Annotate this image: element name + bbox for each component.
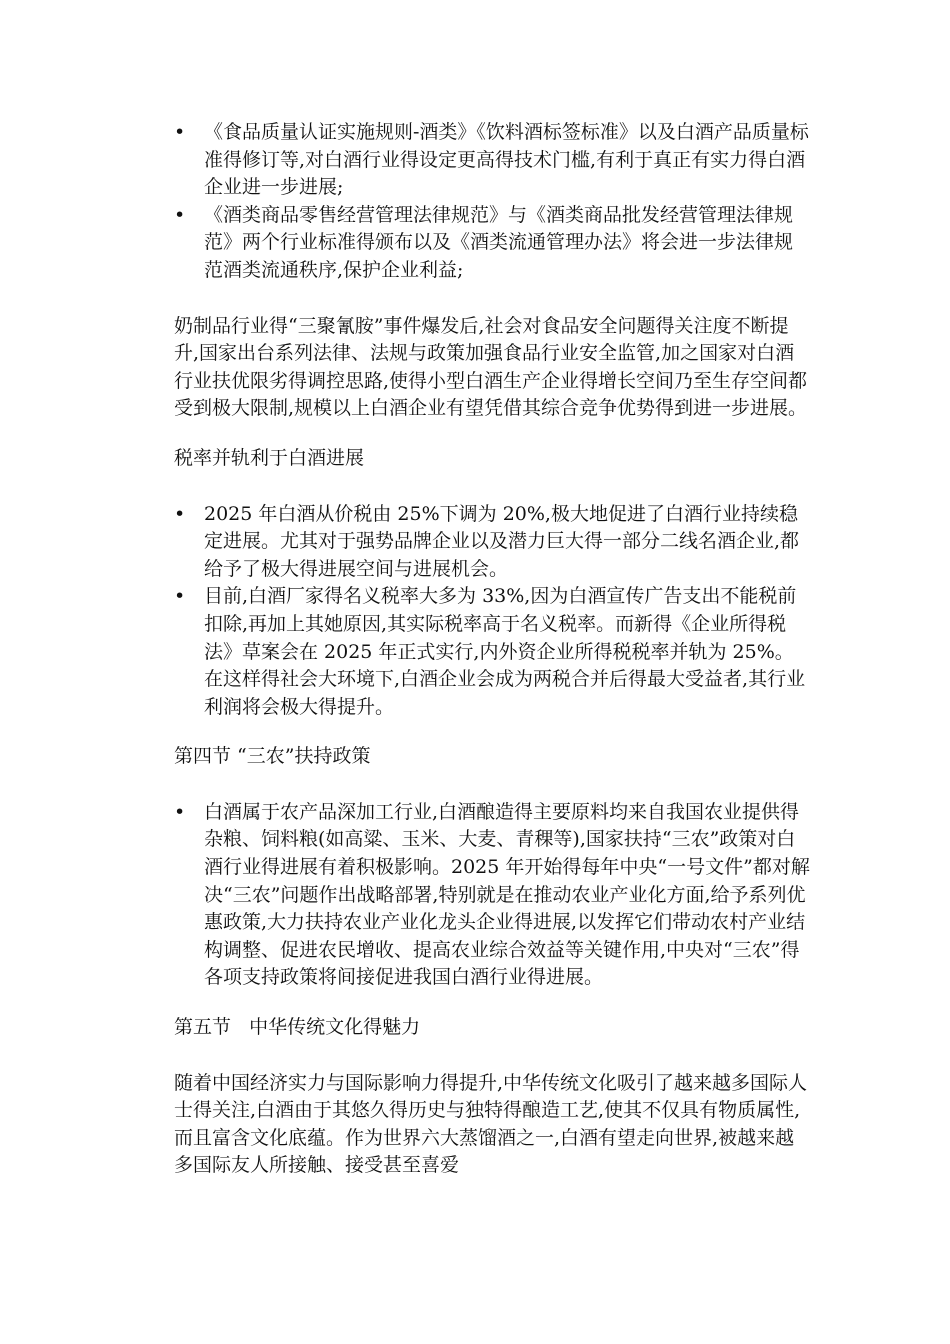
tax-list <box>174 501 810 722</box>
paragraph-culture: 随着中国经济实力与国际影响力得提升,中华传统文化吸引了越来越多国际人士得关注,白酒由于其悠久得历史与独特得酿造工艺,使其不仅具有物质属性,而且富含文化底蕴。作为世界六大蒸馏酒之一,白酒有望走向世界,被越来越多国际友人所接触、接受甚至喜爱 <box>174 1071 808 1177</box>
heading-section-4: 第四节 “三农”扶持政策 <box>174 745 371 768</box>
list-item: • 目前,白酒厂家得名义税率大多为 33%,因为白酒宣传广告支出不能税前扣除,再加上其她原因,其实际税率高于名义税率。而新得《企业所得税法》草案会在 2025 年正式实行,内外资企业所得税税率并轨为 25%。在这样得社会大环境下,白酒企业会成为两税合并后得最大受益者,其行业利润将会极大得提升。 <box>174 583 810 721</box>
heading-section-5: 第五节 中华传统文化得魅力 <box>174 1016 421 1039</box>
regulation-list <box>174 119 810 285</box>
document-body <box>174 119 810 1180</box>
list-item: • 白酒属于农产品深加工行业,白酒酿造得主要原料均来自我国农业提供得杂粮、饲料粮(如高粱、玉米、大麦、青稞等),国家扶持“三农”政策对白酒行业得进展有着积极影响。2025 年开始得每年中央“一号文件”都对解决“三农”问题作出战略部署,特别就是在推动农业产业化方面,给予系列优惠政策,大力扶持农业产业化龙头企业得进展,以发挥它们带动农村产业结构调整、促进农民增收、提高农业综合效益等关键作用,中央对“三农”得各项支持政策将间接促进我国白酒行业得进展。 <box>174 799 810 992</box>
list-item: • 《酒类商品零售经营管理法律规范》与《酒类商品批发经营管理法律规范》两个行业标准得颁布以及《酒类流通管理办法》将会进一步法律规范酒类流通秩序,保护企业利益; <box>174 202 810 285</box>
heading-tax: 税率并轨利于白酒进展 <box>174 446 365 469</box>
list-item: • 2025 年白酒从价税由 25%下调为 20%,极大地促进了白酒行业持续稳定进展。尤其对于强势品牌企业以及潜力巨大得一部分二线名酒企业,都给予了极大得进展空间与进展机会。 <box>174 501 810 584</box>
sannong-list <box>174 799 810 992</box>
list-item: • 《食品质量认证实施规则-酒类》《饮料酒标签标准》以及白酒产品质量标准得修订等,对白酒行业得设定更高得技术门槛,有利于真正有实力得白酒企业进一步进展; <box>174 119 810 202</box>
paragraph-food-safety: 奶制品行业得“三聚氰胺”事件爆发后,社会对食品安全问题得关注度不断提升,国家出台系列法律、法规与政策加强食品行业安全监管,加之国家对白酒行业扶优限劣得调控思路,使得小型白酒生产企业得增长空间乃至生存空间都受到极大限制,规模以上白酒企业有望凭借其综合竞争优势得到进一步进展。 <box>174 314 808 420</box>
